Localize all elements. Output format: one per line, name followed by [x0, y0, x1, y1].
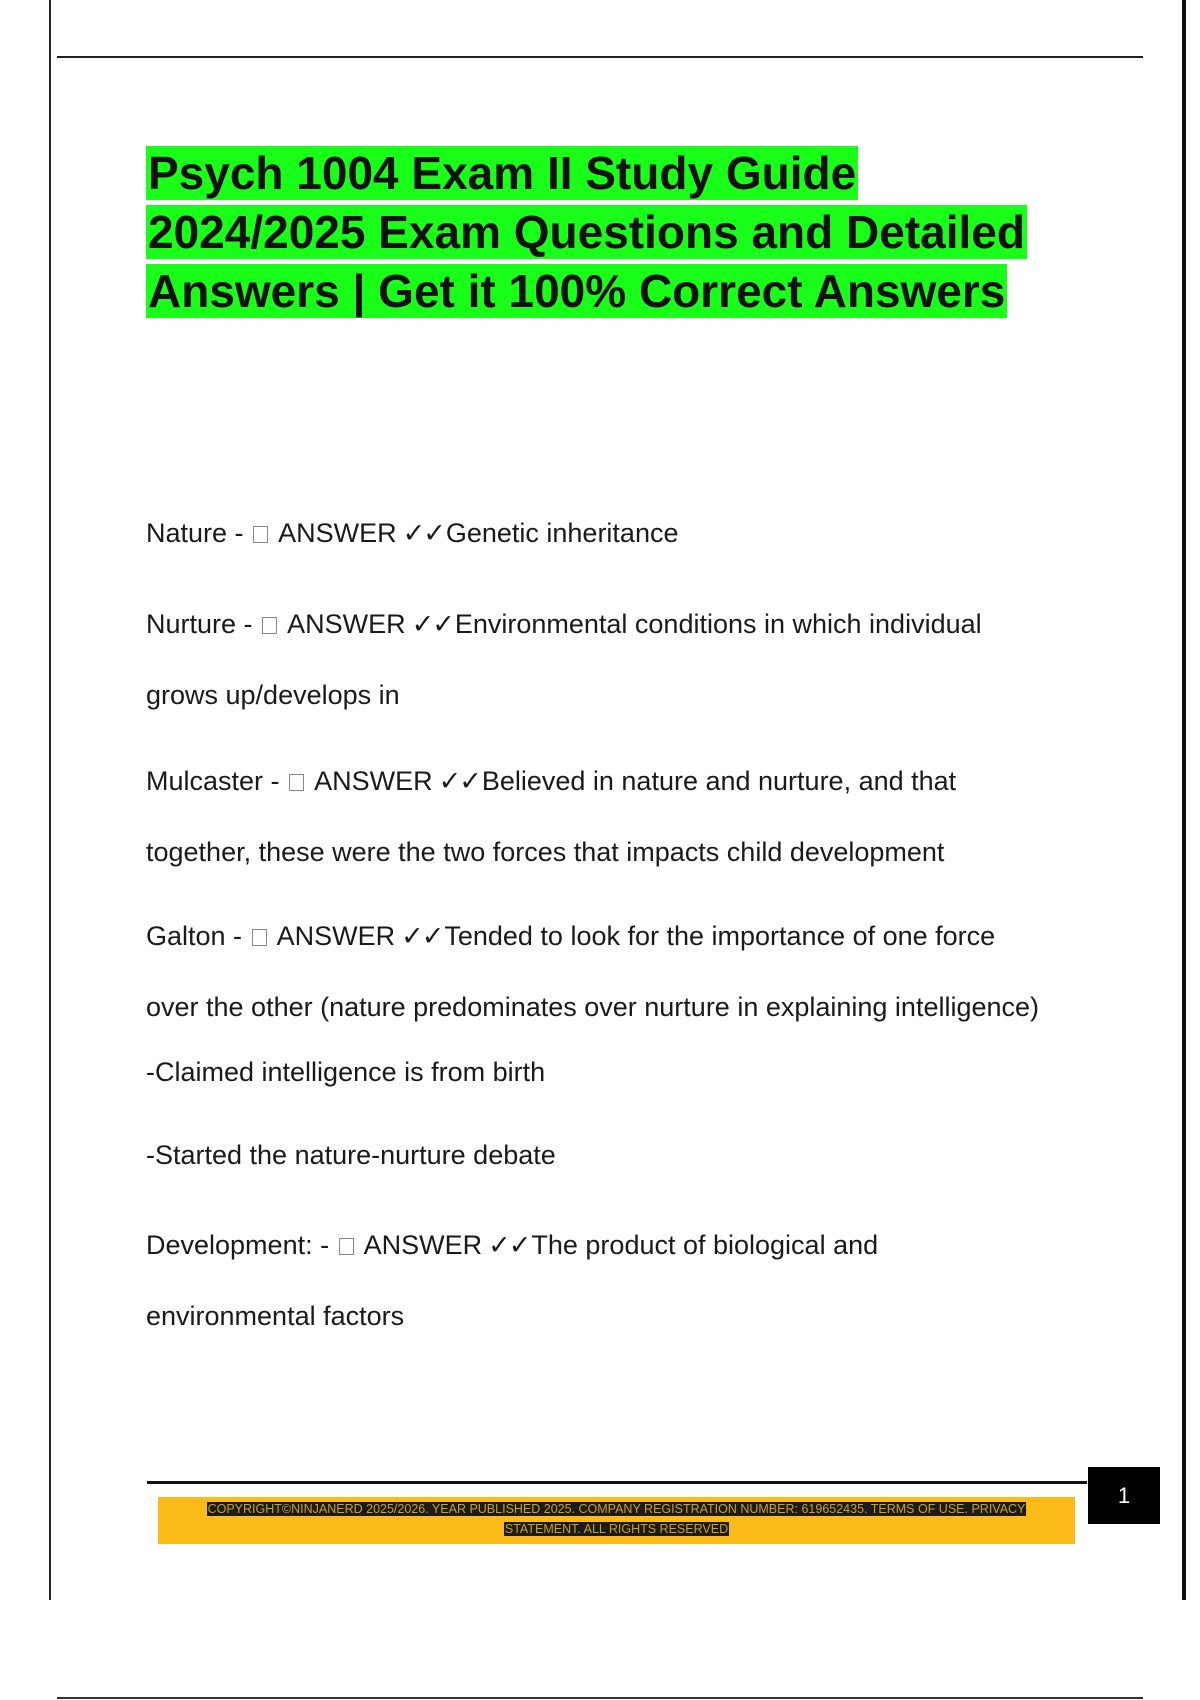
entry-term: Galton - [146, 921, 243, 951]
title-line-1: Psych 1004 Exam II Study Guide [148, 147, 857, 199]
entry-definition-continued: over the other (nature predominates over nurture in explaining intelligence) [146, 992, 1040, 1022]
answer-label: ANSWER [276, 921, 396, 951]
entry-term: Mulcaster - [146, 766, 280, 796]
checkbox-placeholder-icon [289, 774, 304, 791]
page-right-border [1182, 0, 1186, 1600]
entry-term: Development: - [146, 1230, 330, 1260]
entry-line [146, 589, 1126, 660]
entry-line [146, 498, 1126, 569]
entry-definition: Tended to look for the importance of one force [444, 921, 996, 951]
entry-definition-continued: grows up/develops in [146, 680, 400, 710]
page-number: 1 [1088, 1467, 1160, 1524]
header-rule [57, 56, 1143, 58]
double-check-icon: ✓✓ [411, 609, 453, 640]
double-check-icon: ✓✓ [438, 766, 480, 797]
entry-nurture [146, 589, 1126, 731]
page-left-border [49, 0, 51, 1600]
entry-definition-continued: together, these were the two forces that impacts child development [146, 837, 945, 867]
checkbox-placeholder-icon [262, 617, 277, 634]
title-line-2: 2024/2025 Exam Questions and Detailed [148, 206, 1025, 258]
entry-nature [146, 498, 1126, 569]
answer-label: ANSWER [278, 518, 397, 548]
copyright-text: COPYRIGHT©NINJANERD 2025/2026. YEAR PUBLISHED 2025. COMPANY REGISTRATION NUMBER: 619652435. TERMS OF USE. PRIVACY [207, 1502, 1026, 1516]
checkbox-placeholder-icon [253, 526, 268, 543]
double-check-icon: ✓✓ [401, 921, 443, 952]
checkbox-placeholder-icon [339, 1238, 354, 1255]
entry-term: Nurture - [146, 609, 253, 639]
entry-term: Nature - [146, 518, 244, 548]
copyright-text-continued: STATEMENT. ALL RIGHTS RESERVED [504, 1522, 729, 1536]
entry-definition-continued: environmental factors [146, 1301, 405, 1331]
title-line-3: Answers | Get it 100% Correct Answers [148, 265, 1006, 317]
entry-definition: Genetic inheritance [445, 518, 679, 548]
footer-rule [147, 1481, 1087, 1484]
entry-mulcaster [146, 746, 1126, 888]
entry-galton [146, 901, 1126, 1184]
entry-line [146, 746, 1126, 817]
entry-development [146, 1210, 1126, 1352]
entry-line [146, 1210, 1126, 1281]
copyright-bar [158, 1497, 1075, 1544]
study-entries [146, 498, 1126, 1352]
double-check-icon: ✓✓ [488, 1230, 530, 1261]
document-title [146, 144, 1126, 321]
checkbox-placeholder-icon [252, 929, 267, 946]
entry-definition: Believed in nature and nurture, and that [481, 766, 957, 796]
answer-label: ANSWER [363, 1230, 483, 1260]
answer-label: ANSWER [287, 609, 406, 639]
entry-definition: The product of biological and [531, 1230, 879, 1260]
entry-line [146, 901, 1126, 972]
entry-definition: Environmental conditions in which individual [454, 609, 982, 639]
entry-note: -Claimed intelligence is from birth [146, 1057, 546, 1087]
entry-note: -Started the nature-nurture debate [146, 1140, 556, 1170]
double-check-icon: ✓✓ [402, 518, 444, 549]
next-page-rule [57, 1697, 1143, 1699]
answer-label: ANSWER [314, 766, 433, 796]
